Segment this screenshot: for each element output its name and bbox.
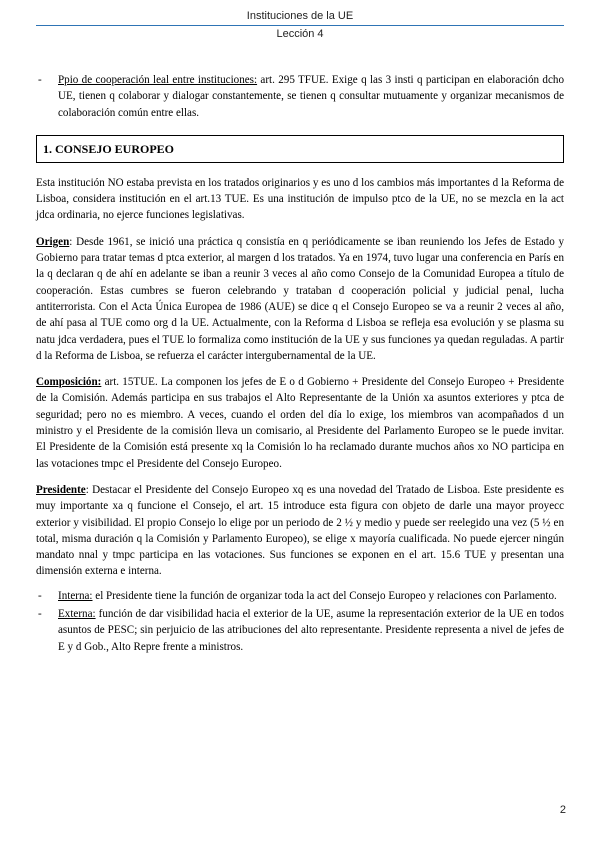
intro-list (36, 72, 564, 121)
list-item (36, 72, 564, 121)
header-title: Instituciones de la UE (246, 10, 354, 22)
document-body (36, 72, 564, 657)
presidente-paragraph (36, 482, 564, 580)
section-heading: 1. CONSEJO EUROPEO (36, 135, 564, 163)
intro-item-text: art. 295 TFUE. Exige q las 3 insti q participan en elaboración dcho UE, tienen q colaborar y dialogar constantemente, se tienen q consultar mutuamente y organizar mecanismos de colaboración común entre ellas. (58, 74, 564, 119)
header-lesson: Lección 4 (276, 28, 324, 40)
intro-paragraph: Esta institución NO estaba prevista en los tratados originarios y es uno d los cambios más importantes d la Reforma de Lisboa, considera institución en el art.13 TUE. Es una institución de impulso ptco de la UE, no se mezcla en la act jdca ordinaria, no ejerce funciones legislativas. (36, 176, 564, 222)
presidente-text: : Destacar el Presidente del Consejo Europeo xq es una novedad del Tratado de Lisboa. Este presidente es muy importante xa q funcione el Consejo, el art. 15 introduce esta figura con objeto de darle una mayor proyecc exterior y visibilidad. El propio Consejo lo elige por un periodo de 2 ½ y medio y puede ser reelegido una vez (5 ½ en total, misma duración q la Comisión y Parlamento Europeo), se elige x mayoría cualificada. No puede ejercer ningún mandato nnal y tmpc participa en las votaciones. Sus funciones se exponen en el art. 15.6 TUE y presentan una dimensión externa e interna. (36, 483, 564, 578)
origen-label: Origen (36, 235, 70, 248)
list-item (36, 606, 564, 655)
functions-list (36, 588, 564, 655)
composicion-paragraph (36, 374, 564, 472)
function-term-interna: Interna: (58, 589, 93, 602)
function-text-externa: función de dar visibilidad hacia el exterior de la UE, asume la representación exterior de la UE en todos asuntos de PESC; sin perjuicio de las atribuciones del alto representante. Presidente representa a nivel de jefes de E y d Gob., Alto Repre frente a ministros. (58, 608, 564, 653)
intro-item-term: Ppio de cooperación leal entre instituciones: (58, 74, 258, 86)
composicion-text: art. 15TUE. La componen los jefes de E o d Gobierno + Presidente del Consejo Europeo + Presidente de la Comisión. Además participa en sus trabajos el Alto Representante de la Unión xa asuntos exteriores y ptca de seguridad; pero no es miembro. A veces, cuando el orden del día lo exige, los miembros van acompañados d un ministro y el Presidente de la comisión lleva un comisario, al Presidente del Parlamento Europeo se le puede invitar. El Presidente de la Comisión está presente xq la Comisión lo ha reclamado durante muchos años xo NO participa en las votaciones tmpc el Presidente del Consejo Europeo. (36, 376, 564, 470)
page-number: 2 (559, 804, 566, 816)
presidente-label: Presidente (36, 483, 86, 496)
origen-paragraph (36, 234, 564, 364)
list-item (36, 588, 564, 604)
page-header (36, 8, 564, 42)
function-text-interna: el Presidente tiene la función de organizar toda la act del Consejo Europeo y relaciones con Parlamento. (92, 589, 557, 602)
composicion-label: Composición: (36, 376, 102, 389)
function-term-externa: Externa: (58, 608, 96, 621)
origen-text: : Desde 1961, se inició una práctica q consistía en q periódicamente se iban reuniendo los Jefes de Estado y Gobierno para tratar temas d ptca exterior, al margen d los tratados. Ya en 1974, tuvo lugar una conferencia en París en la q declaran q de ahí en adelante se iban a reunir 3 veces al año como Consejo de la Comunidad Europea a título de cooperación. Estas cumbres se fueron celebrando y trataban d cooperación policial y judicial penal, lucha antiterrorista. Con el Acta Única Europea de 1986 (AUE) se dice q el Consejo Europeo se va a reunir 2 veces al año, de ahí pasa al TUE como org d la UE. Actualmente, con la Reforma d Lisboa se refleja esa evolución y se plasma su natu jdca verdadera, pues el TUE lo formaliza como institución de la UE y sus funciones ya quedan reguladas. A partir d la Reforma de Lisboa, se refuerza el carácter intergubernamental de la UE. (36, 235, 564, 362)
